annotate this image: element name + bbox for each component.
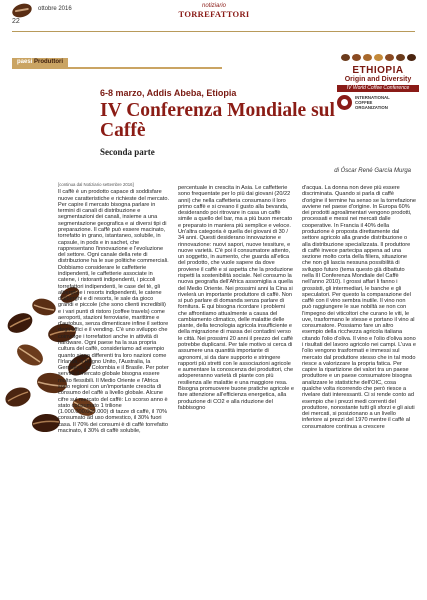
column-1-text: Il caffè è un prodotto capace di soddisfare nuove caratteristiche e richieste del mercato. Per capire il mercato bisogna parlare in termini di canali di distribuzione e segmentazioni dei canali, insieme a una segmentazione geografica e ai diversi tipi di preparazione. Il caffè può essere macinato, torrefatto in grano, istantaneo, solubile, in capsule, in pods e in sachet, che rappresentano l'innovazione e l'evoluzione del settore. Ogni canale della rete di distribuzione ha le sue politiche commerciali. Dobbiamo considerare le caffetterie indipendenti, le caffetterie associate in catene, i ristoranti indipendenti, i piccoli torrefattori indipendenti, le case del tè, gli alberghi e i resorts indipendenti, le catene d'alberghi e di resorts, le sale da gioco grandi e piccole (che sono clienti incredibili) e i vari punti di ristoro (coffee travels) come aeroporti, stazioni ferroviarie, marittime e d'autobus, senza dimenticare infine il settore degli uffici e il vending. C'è uno sviluppo che coinvolge i torrefattori anche in attività di hardware. Ogni paese ha la sua propria cultura del caffè, consideriamo ad esempio quanto siano differenti tra loro nazioni come l'Irlanda, il Regno Unito, l'Australia, la Germania, la Colombia e il Brasile. Per poter servire il mercato globale bisogna essere molto flessibili. Il Medio Oriente e l'Africa sono regioni con un'importante crescita di consumo del caffè a livello globale. Alcune cifre sul mercato del caffè: Lo scorso anno è stato consumato 1 trilione (1.000.000.000.000) di tazze di caffè, il 70% consumato ad uso domestico, il 30% fuori casa. Il 70% dei consumi è di caffè torrefatto macinato, il 30% di caffè solubile, (58, 189, 169, 434)
page-number: 22 (12, 18, 20, 25)
magazine-masthead (178, 3, 250, 19)
masthead-line1: notiziario (201, 3, 226, 9)
logo-conference-bar: IV World Coffee Conference (337, 85, 419, 92)
section-prefix: paesi (17, 59, 33, 65)
section-rule (12, 67, 222, 69)
masthead-line2: TORREFATTORI (178, 9, 250, 19)
logo-title: ETHIOPIA (352, 65, 404, 76)
section-tab (12, 58, 68, 67)
article-column-2 (178, 185, 295, 411)
article-subtitle: Seconda parte (100, 147, 155, 157)
column-2-text: percentuale in crescita in Asia. Le caffetterie sono frequentate per lo più dai giovani (20/22 anni) che nella caffetteria consumano il loro primo caffè e si creano il gusto alla bevanda, desiderando poi ritrovare in casa un caffè simile a quello del bar, ma a più buon mercato e preparato in maniera più semplice e veloce. Un'altra categoria è quella dei giovani di 30 / 34 anni. Questi desiderano innovazione e rinnovazione: nuovi sapori, nuove tessiture, e nuove varietà. C'è poi il consumatore attento, un soggetto, in aumento, che guarda all'etica del prodotto, che vuole sapere da dove proviene il caffè e si aspetta che la produzione rispetti la sostenibilità sociale. Nel consumo la nuova geografia dell'Africa assomiglia a quella del Medio Oriente. Nei prossimi anni la Cina si rivelerà un importante produttore di caffè. Non si può parlare di domanda senza parlare di fornitura. E qui bisogna ricordare i problemi che affrontiamo attualmente a causa del cambiamento climatico, delle malattie delle piante, della tecnologia agricola insufficiente e della migrazione di massa dei contadini verso le città. Nei prossimi 20 anni il prezzo del caffè potrebbe duplicarsi. Per tale motivo si cerca di assumere una quantità importante di agronomi, si da dare supporto e stringere rapporti più stretti con le associazioni agricole e aumentare la conoscenza dei produttori, che adopereranno varietà di piante con più resilienza alle malattie e una maggiore resa. Bisogna promuovere buone pratiche agricole e fare attenzione all'efficienza energetica, alla produzione di CO2 e alla riduzione del fabbisogno (178, 185, 294, 411)
ico-line3: ORGANIZATION (355, 105, 388, 110)
coffee-bean-icon (31, 413, 60, 433)
section-name: Produttori (34, 59, 64, 65)
coffee-bean-icon (4, 309, 35, 336)
article-title: IV Conferenza Mondiale sul Caffè (100, 100, 335, 141)
header-divider (12, 31, 415, 32)
coffee-bean-icon (10, 1, 33, 20)
byline: di Óscar René García Murga (334, 168, 411, 174)
issue-date: ottobre 2016 (38, 6, 72, 12)
article-column-3 (302, 185, 416, 430)
ico-line2: COFFEE (355, 100, 373, 105)
coffee-bean-icon (3, 384, 34, 410)
event-place: 6-8 marzo, Addis Abeba, Etiopia (100, 88, 237, 98)
ico-badge (337, 95, 419, 110)
column-3-text: d'acqua. La donna non deve più essere discriminata. Quando si parla di caffè d'origine il termine ha senso se la torrefazione avviene nel paese d'origine. In Europa 60% dei prodotti agroalimentari vengono prodotti, processati e messi nei mercati dalle cooperative. In Francia il 40% della produzione è proposta direttamente dal settore agricolo alla grande distribuzione o alla distribuzione specializzata. Il produttore di caffè invece partecipa appena ad una sezione molto corta della filiera, situazione che non gli lascia nessuna possibilità di sviluppo futuro (tema questo già dibattuto nella III Conferenza Mondiale del Caffè nell'anno 2010). I grossi affari li fanno i grossisti, gli intermediari, le banche e gli speculatori. Per questo la comparazione del caffè con il vino sembra inutile. Il vino non può raggiungere le sue nobiltà se non con l'impegno dei viticoltori che curano le viti, le uve, trasformano le stesse e portano il vino al consumatore. Possiamo fare un altro esempio della ricchezza agricola italiana citando l'olio d'oliva. Il vino e l'olio d'oliva sono i risultati del lavoro agricolo nei campi. L'uva e l'olio vengono trasformati e immessi sul mercato dal produttore stesso che in tal modo riesce a valorizzare la propria fatica. Per capire la ripartizione dei valori tra un paese produttore e un paese consumatore bisogna analizzare le statistiche dell'OIC, cosa qualche volta ricorrendo che però riesce a rivelare dati interessanti. Ci si rende conto ad esempio che i prezzi medi correnti del produttore, nonostante tutti gli sforzi e gli aiuti dei mercati, si posizionano a un livello inferiore ai prezzi del 1970 mentre il caffè al consumatore continua a crescere (302, 185, 416, 430)
continuation-note: [continua dal Notiziario settembre 2016] (58, 182, 134, 187)
conference-logo (337, 52, 419, 110)
logo-subtitle: Origin and Diversity (344, 76, 412, 83)
article-column-1 (58, 182, 170, 434)
coffee-bean-icon (13, 340, 46, 370)
coffee-beans-row-icon (337, 52, 419, 64)
ico-line1: INTERNATIONAL (355, 95, 390, 100)
coffee-bean-icon (30, 296, 57, 318)
